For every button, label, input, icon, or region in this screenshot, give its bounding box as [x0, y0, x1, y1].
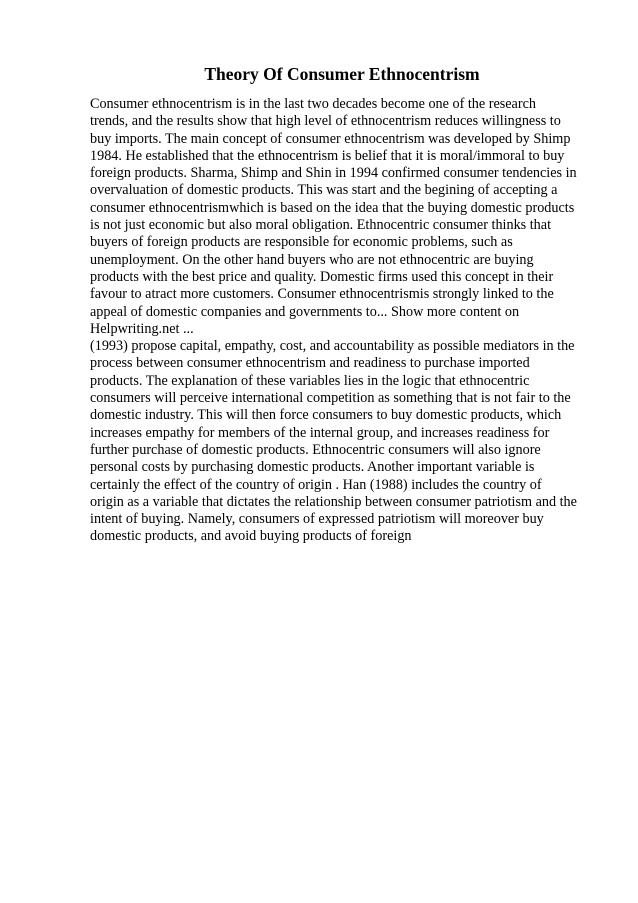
text-line: appeal of domestic companies and governments to... Show more content on: [90, 303, 520, 320]
document-title: Theory Of Consumer Ethnocentrism: [204, 64, 480, 84]
text-line: products. The explanation of these variables lies in the logic that ethnocentric: [90, 372, 530, 389]
text-line: is not just economic but also moral obligation. Ethnocentric consumer thinks that: [90, 217, 552, 234]
text-line: domestic products, and avoid buying products of foreign: [90, 528, 412, 545]
text-line: favour to atract more customers. Consumer ethnocentrismis strongly linked to the: [90, 286, 554, 303]
text-line: further purchase of domestic products. Ethnocentric consumers will also ignore: [90, 441, 541, 458]
text-line: products with the best price and quality. Domestic firms used this concept in their: [90, 268, 554, 285]
text-line: intent of buying. Namely, consumers of expressed patriotism will moreover buy: [90, 511, 544, 528]
text-line: consumers will perceive international competition as something that is not fair to the: [90, 390, 571, 407]
text-line: Helpwriting.net ...: [90, 320, 194, 337]
text-line: personal costs by purchasing domestic products. Another important variable is: [90, 459, 535, 476]
text-line: consumer ethnocentrismwhich is based on the idea that the buying domestic products: [90, 199, 575, 216]
text-line: buy imports. The main concept of consumer ethnocentrism was developed by Shimp: [90, 130, 571, 147]
text-line: trends, and the results show that high level of ethnocentrism reduces willingness to: [90, 113, 561, 130]
text-line: Consumer ethnocentrism is in the last two decades become one of the research: [90, 96, 536, 112]
text-line: unemployment. On the other hand buyers who are not ethnocentric are buying: [90, 251, 534, 268]
text-line: domestic industry. This will then force consumers to buy domestic products, which: [90, 407, 562, 424]
text-line: increases empathy for members of the internal group, and increases readiness for: [90, 424, 550, 441]
text-line: 1984. He established that the ethnocentrism is belief that it is moral/immoral to buy: [90, 147, 565, 164]
text-line: overvaluation of domestic products. This was start and the begining of accepting a: [90, 182, 558, 199]
text-line: origin as a variable that dictates the relationship between consumer patriotism and the: [90, 493, 577, 510]
text-line: buyers of foreign products are responsible for economic problems, such as: [90, 234, 513, 251]
text-line: process between consumer ethnocentrism and readiness to purchase imported: [90, 355, 530, 372]
text-line: (1993) propose capital, empathy, cost, and accountability as possible mediators in the: [90, 338, 575, 355]
text-line: certainly the effect of the country of origin . Han (1988) includes the country of: [90, 476, 542, 493]
text-line: foreign products. Sharma, Shimp and Shin in 1994 confirmed consumer tendencies in: [90, 165, 577, 182]
document-body: [90, 96, 600, 546]
